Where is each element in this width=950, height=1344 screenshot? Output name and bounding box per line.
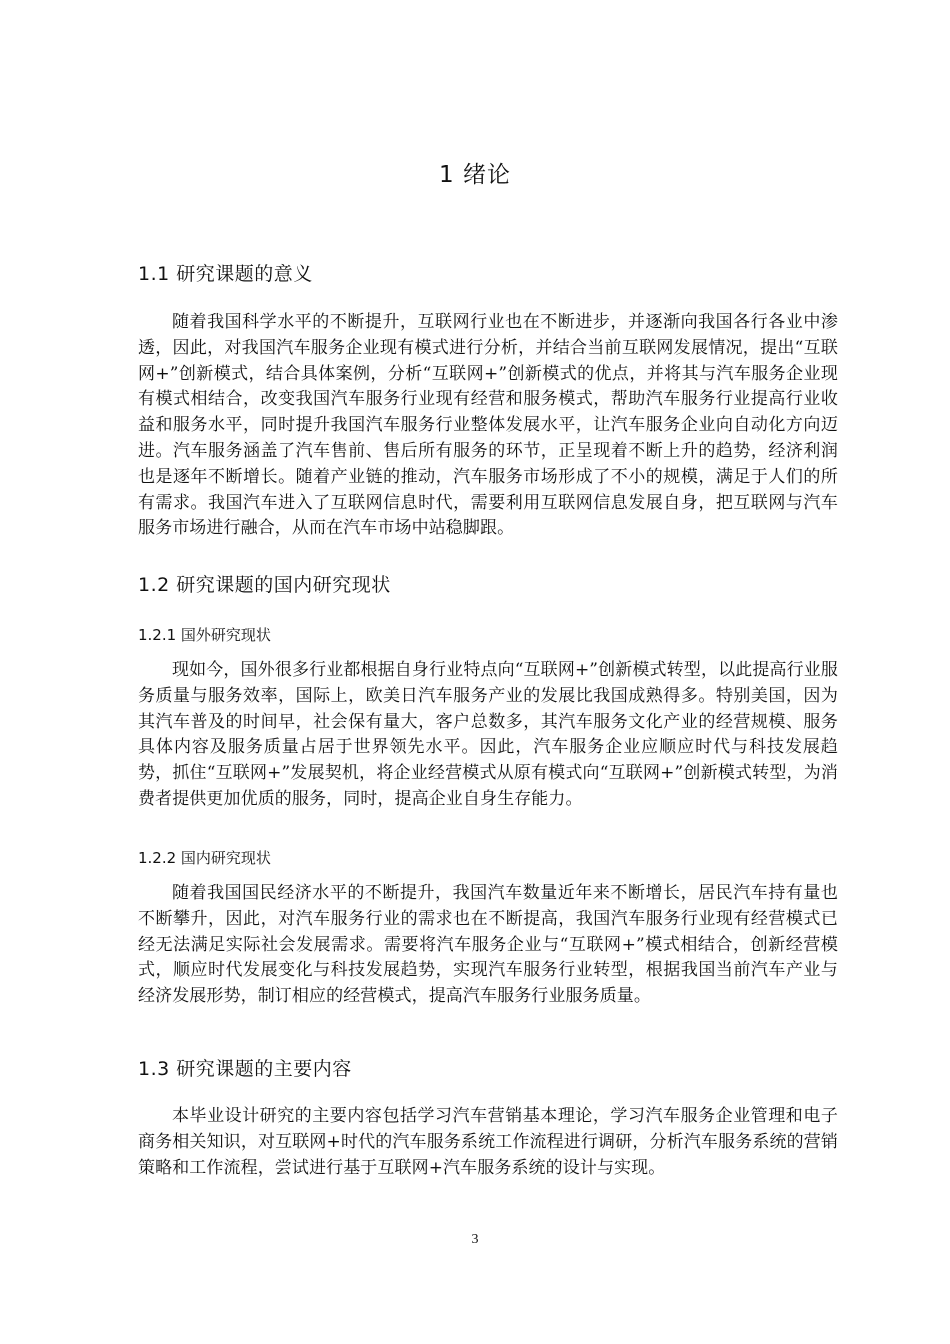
subsection-heading-1-2-1: 1.2.1 国外研究现状 (138, 626, 271, 644)
section-heading-1-1: 1.1 研究课题的意义 (138, 263, 313, 285)
subsection-paragraph-1-2-1: 现如今，国外很多行业都根据自身行业特点向“互联网+”创新模式转型，以此提高行业服务质量与服务效率，国际上，欧美日汽车服务产业的发展比我国成熟得多。特别美国，因为其汽车普及的时间早，社会保有量大，客户总数多，其汽车服务文化产业的经营规模、服务具体内容及服务质量占居于世界领先水平。因此，汽车服务企业应顺应时代与科技发展趋势，抓住“互联网+”发展契机，将企业经营模式从原有模式向“互联网+”创新模式转型，为消费者提供更加优质的服务，同时，提高企业自身生存能力。 (138, 660, 838, 809)
page-number: 3 (471, 1232, 479, 1247)
subsection-paragraph-1-2-2: 随着我国国民经济水平的不断提升，我国汽车数量近年来不断增长，居民汽车持有量也不断攀升，因此，对汽车服务行业的需求也在不断提高，我国汽车服务行业现有经营模式已经无法满足实际社会发展需求。需要将汽车服务企业与“互联网+”模式相结合，创新经营模式，顺应时代发展变化与科技发展趋势，实现汽车服务行业转型，根据我国当前汽车产业与经济发展形势，制订相应的经营模式，提高汽车服务行业服务质量。 (138, 883, 838, 1007)
section-heading-1-2: 1.2 研究课题的国内研究现状 (138, 574, 391, 596)
section-heading-1-3: 1.3 研究课题的主要内容 (138, 1058, 352, 1080)
chapter-title: 1 绪论 (439, 162, 511, 188)
section-paragraph-1-3: 本毕业设计研究的主要内容包括学习汽车营销基本理论，学习汽车服务企业管理和电子商务相关知识，对互联网+时代的汽车服务系统工作流程进行调研，分析汽车服务系统的营销策略和工作流程，尝试进行基于互联网+汽车服务系统的设计与实现。 (138, 1106, 838, 1178)
section-paragraph-1-1: 随着我国科学水平的不断提升，互联网行业也在不断进步，并逐渐向我国各行各业中渗透，因此，对我国汽车服务企业现有模式进行分析，并结合当前互联网发展情况，提出“互联网+”创新模式，结合具体案例，分析“互联网+”创新模式的优点，并将其与汽车服务企业现有模式相结合，改变我国汽车服务行业现有经营和服务模式，帮助汽车服务行业提高行业收益和服务水平，同时提升我国汽车服务行业整体发展水平，让汽车服务企业向自动化方向迈进。汽车服务涵盖了汽车售前、售后所有服务的环节，正呈现着不断上升的趋势，经济利润也是逐年不断增长。随着产业链的推动，汽车服务市场形成了不小的规模，满足于人们的所有需求。我国汽车进入了互联网信息时代，需要利用互联网信息发展自身，把互联网与汽车服务市场进行融合，从而在汽车市场中站稳脚跟。 (138, 312, 838, 539)
subsection-heading-1-2-2: 1.2.2 国内研究现状 (138, 849, 271, 867)
